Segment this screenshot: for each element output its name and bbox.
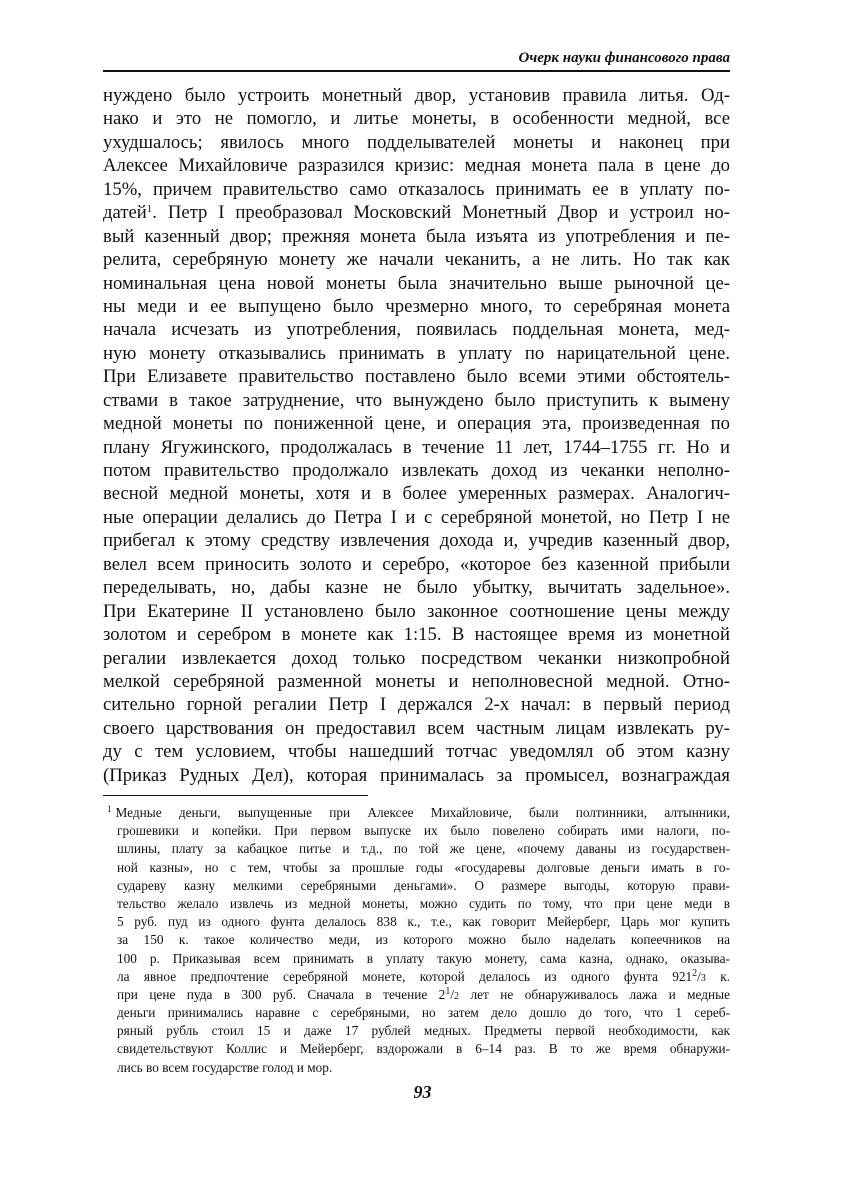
text-line: золотом и серебром в монете как 1:15. В настоящее время из монетной	[103, 624, 730, 646]
text-line: 15%, причем правительство само отказалось принимать ее в уплату по-	[103, 178, 730, 200]
fraction-denominator: 2	[454, 990, 460, 1002]
footnote-line-with-fraction: ла явное предпочтение серебряной монете, которой делалось из одного фунта $921^2/3$ к.	[117, 967, 731, 984]
footnote	[103, 804, 730, 1077]
fraction-denominator: 3	[700, 972, 706, 984]
text-line: начала исчезать из употребления, появилась поддельная монета, мед-	[103, 319, 730, 341]
text-line: прибегал к этому средству извлечения дохода и, учредив казенный двор,	[103, 530, 730, 552]
text-line: ную монету отказывались принимать в уплату по нарицательной цене.	[103, 342, 730, 364]
text-line: переделывать, но, дабы казне не было убытку, вычитать задельное».	[103, 577, 730, 599]
fraction-numerator: 1	[445, 985, 451, 997]
footnote-separator	[103, 795, 368, 796]
text-fragment: при цене пуда в 300 руб. Сначала в течение 2	[117, 986, 446, 1002]
footnote-line: за 150 к. такое количество меди, из которого можно было наделать копеечников на	[117, 932, 730, 948]
text-line: номинальная цена новой монеты была значительно выше рыночной це-	[103, 272, 730, 294]
text-line: вый казенный двор; прежняя монета была изъята из употребления и пе-	[103, 225, 730, 247]
text-fragment: Медные деньги, выпущенные при Алексее Михайловиче, были полтинники, алтынники,	[115, 805, 730, 820]
text-line: ухудшалось; явилось много подделывателей монеты и наконец при	[103, 131, 730, 153]
text-fragment: ла явное предпочтение серебряной монете, которой делалось из одного фунта 921	[117, 968, 693, 984]
text-line: своего царствования он предоставил всем частным лицам извлекать ру-	[103, 717, 730, 739]
text-line: (Приказ Рудных Дел), которая принималась за промысел, вознаграждая	[103, 764, 730, 786]
text-line: мелкой серебряной разменной монеты и неполновесной медной. Отно-	[103, 670, 730, 692]
footnote-line: ряный рубль стоил 15 и даже 17 рублей медных. Предметы первой необходимости, как	[117, 1023, 730, 1039]
text-line: медной монеты по пониженной цене, и операция эта, произведенная по	[103, 413, 730, 435]
text-line: регалии извлекается доход только посредством чеканки низкопробной	[103, 647, 730, 669]
footnote-marker: 1	[107, 804, 112, 814]
running-header-title: Очерк науки финансового права	[518, 50, 730, 66]
footnote-line: ной казны», но с тем, чтобы за прошлые годы «государевы долговые деньги имать в го-	[117, 859, 730, 875]
text-line: потом правительство продолжало извлекать доход из чеканки неполно-	[103, 460, 730, 481]
footnote-reference: 1	[146, 203, 153, 216]
text-line: велел всем приносить золото и серебро, «которое без казенной прибыли	[103, 553, 730, 575]
page-number: 93	[413, 1082, 432, 1102]
footnote-line	[103, 804, 730, 822]
text-line: ны меди и ее выпущено было чрезмерно много, то серебряная монета	[103, 295, 730, 317]
fraction-numerator: 2	[692, 967, 698, 979]
text-line: ду с тем условием, чтобы нашедший тотчас уведомлял об этом казну	[103, 741, 730, 763]
text-fragment: лет не обнаруживалось лажа и медные	[459, 986, 730, 1002]
text-line: При Елизавете правительство поставлено было всеми этими обстоятель-	[103, 366, 730, 388]
main-text	[103, 84, 730, 787]
footnote-line: судареву казну мелкими серебряными деньгами». О размере выгоды, которую прави-	[117, 877, 730, 893]
footnote-line: грошевики и копейки. При первом выпуске их было повелено собирать ими налоги, по-	[117, 823, 730, 839]
text-line: весной медной монеты, хотя и в более умеренных размерах. Аналогич-	[103, 483, 730, 505]
footnote-line: лись во всем государстве голод и мор.	[117, 1059, 333, 1075]
running-header	[103, 48, 730, 72]
text-line: плану Ягужинского, продолжалась в течение 11 лет, 1744–1755 гг. Но и	[103, 436, 730, 458]
footnote-line-with-fraction: при цене пуда в 300 руб. Сначала в течение $2^1/2$ лет не обнаруживалось лажа и медные	[117, 985, 730, 1002]
footnote-line: шлины, плату за кабацкое питье и т.д., по той же цене, «почему даваны из государствен-	[117, 841, 730, 857]
text-line: сительно горной регалии Петр I держался 2-х начал: в первый период	[103, 694, 730, 716]
footnote-line: свидетельствуют Коллис и Мейерберг, вздорожали в 6–14 раз. В то же время обнаружи-	[117, 1041, 730, 1057]
text-fragment: датей	[103, 202, 147, 224]
footnote-line: 5 руб. пуд из одного фунта делалось 838 к., т.е., как говорит Мейерберг, Царь мог купить	[117, 914, 730, 930]
text-line-with-footnote-ref	[103, 201, 730, 224]
text-line: ствами в такое затруднение, что вынуждено было приступить к вымену	[103, 389, 730, 411]
footnote-line: 100 р. Приказывая всем принимать в уплату такую монету, сама казна, однако, оказыва-	[117, 950, 730, 966]
text-line: релита, серебряную монету же начали чеканить, а не лить. Но так как	[103, 249, 730, 271]
text-line: нако и это не помогло, и литье монеты, в особенности медной, все	[103, 108, 730, 130]
text-line: При Екатерине II установлено было законное соотношение цены между	[103, 600, 730, 622]
text-line: ные операции делались до Петра I и с серебряной монетой, но Петр I не	[103, 506, 730, 528]
footnote-line: тельство желало извлечь из медной монеты, можно судить по тому, что при цене меди в	[117, 895, 730, 911]
footnote-line: деньги принимались наравне с серебряными, но затем дело дошло до того, что 1 сереб-	[117, 1005, 730, 1021]
text-line: нуждено было устроить монетный двор, установив правила литья. Од-	[103, 85, 730, 106]
text-fragment: . Петр I преобразовал Московский Монетный Двор и устроил но-	[152, 202, 730, 224]
text-line: Алексее Михайловиче разразился кризис: медная монета пала в цене до	[103, 155, 730, 177]
text-fragment: к.	[705, 968, 731, 984]
